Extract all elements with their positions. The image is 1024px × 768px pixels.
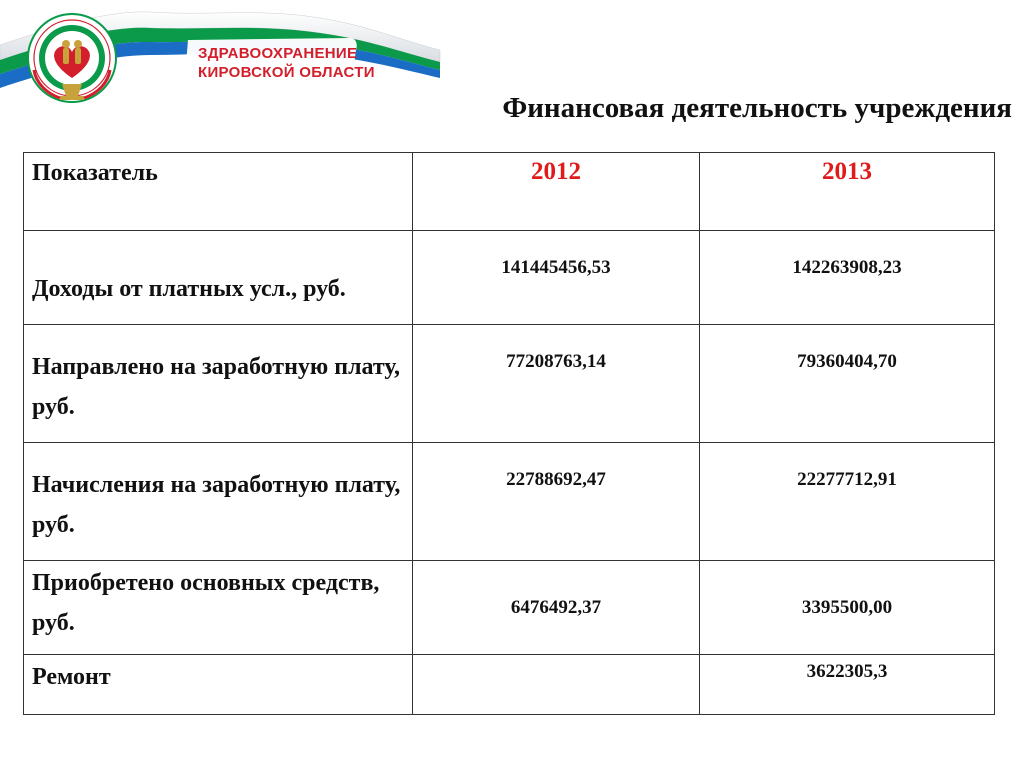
- table-row: [24, 443, 995, 561]
- value-2012-cell: [413, 655, 700, 715]
- row-label: Приобретено основных средств, руб.: [32, 570, 380, 636]
- value-2012: 6476492,37: [510, 597, 602, 618]
- financial-table: [23, 152, 995, 715]
- row-label: Доходы от платных усл., руб.: [32, 276, 346, 302]
- value-2012: 22788692,47: [506, 469, 606, 490]
- page-title: Финансовая деятельность учреждения: [502, 92, 1012, 124]
- value-2013-cell: [700, 561, 995, 655]
- header-year-2012: [413, 153, 700, 231]
- value-2012-cell: [413, 231, 700, 325]
- value-2013-cell: [700, 231, 995, 325]
- value-2013-cell: [700, 443, 995, 561]
- table-header-row: [24, 153, 995, 231]
- logo-title-line1: ЗДРАВООХРАНЕНИЕ: [198, 45, 358, 62]
- value-2012: 141445456,53: [501, 257, 611, 278]
- row-label-cell: [24, 561, 413, 655]
- table-row: [24, 231, 995, 325]
- row-label-cell: [24, 443, 413, 561]
- value-2012-cell: [413, 443, 700, 561]
- value-2013: 142263908,23: [792, 257, 902, 278]
- table-row: [24, 561, 995, 655]
- table-row: [24, 325, 995, 443]
- value-2013: 3395500,00: [801, 597, 893, 618]
- header-indicator: [24, 153, 413, 231]
- row-label-cell: [24, 231, 413, 325]
- value-2013: 22277712,91: [797, 469, 897, 490]
- header-year-2013-label: 2013: [822, 158, 872, 185]
- emblem-icon: [14, 0, 134, 110]
- value-2012: [413, 655, 699, 661]
- table-row: [24, 655, 995, 715]
- row-label: Направлено на заработную плату, руб.: [32, 354, 401, 420]
- value-2013-cell: [700, 655, 995, 715]
- header-indicator-label: Показатель: [32, 160, 158, 186]
- header-year-2012-label: 2012: [531, 158, 581, 185]
- value-2012: 77208763,14: [506, 351, 606, 372]
- row-label-cell: [24, 325, 413, 443]
- value-2013-cell: [700, 325, 995, 443]
- row-label: Начисления на заработную плату, руб.: [32, 472, 401, 538]
- logo-title-line2: КИРОВСКОЙ ОБЛАСТИ: [198, 64, 375, 81]
- row-label-cell: [24, 655, 413, 715]
- value-2012-cell: [413, 325, 700, 443]
- header-banner: [0, 0, 450, 110]
- header-year-2013: [700, 153, 995, 231]
- value-2012-cell: [413, 561, 700, 655]
- value-2013: 79360404,70: [797, 351, 897, 372]
- value-2013: 3622305,3: [806, 661, 888, 682]
- row-label: Ремонт: [32, 664, 111, 690]
